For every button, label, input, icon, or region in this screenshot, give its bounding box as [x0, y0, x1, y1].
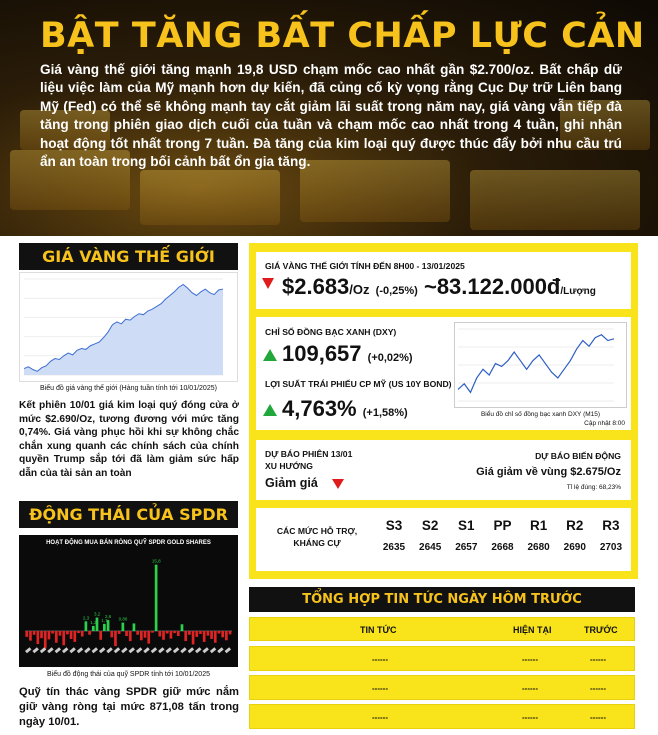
news-header-current: HIỆN TẠI	[513, 625, 552, 635]
spdr-data-label: 15,8	[151, 558, 161, 564]
world-gold-chart	[19, 272, 238, 382]
news-header-news: TIN TỨC	[360, 625, 397, 635]
spdr-bar	[99, 631, 102, 640]
levels-card	[256, 508, 631, 571]
spdr-bar	[155, 565, 158, 631]
spdr-bar	[136, 631, 139, 635]
spdr-bar	[70, 631, 73, 639]
spdr-date-tick	[180, 647, 186, 653]
spdr-bar	[29, 631, 32, 641]
spdr-date-tick	[77, 647, 83, 653]
gold-unit: /Oz	[349, 282, 370, 297]
spdr-date-tick	[202, 647, 208, 653]
spdr-bar	[48, 631, 51, 639]
news-cell: ------	[372, 713, 388, 722]
news-title: TỔNG HỢP TIN TỨC NGÀY HÔM TRƯỚC	[249, 587, 635, 612]
dxy-card	[256, 317, 631, 430]
level-name: R2	[566, 518, 584, 533]
spdr-bar	[184, 631, 187, 641]
level-value: 2690	[563, 542, 586, 553]
dxy-updated: Cập nhật 8:00	[584, 420, 625, 427]
gold-change: (-0,25%)	[375, 285, 418, 297]
spdr-bar	[92, 626, 95, 631]
level-value: 2703	[599, 542, 623, 553]
price-row	[282, 274, 596, 300]
spdr-bar	[181, 624, 184, 631]
spdr-date-tick	[92, 647, 98, 653]
dxy-chart-svg	[455, 323, 626, 407]
spdr-bar	[122, 623, 125, 631]
spdr-bar	[218, 631, 221, 634]
level-r3	[593, 516, 629, 566]
level-value: 2657	[455, 542, 478, 553]
level-name: S3	[385, 518, 403, 533]
headline: BẬT TĂNG BẤT CHẤP LỰC CẢN	[40, 16, 645, 56]
spdr-text: Quỹ tín thác vàng SPDR giữ mức nắm giữ vàng ròng tại mức 871,08 tấn trong ngày 10/01.	[19, 686, 239, 728]
spdr-bar	[151, 631, 154, 633]
price-label: GIÁ VÀNG THẾ GIỚI TÍNH ĐẾN 8H00 - 13/01/2025	[265, 261, 465, 271]
level-s1	[448, 516, 484, 566]
up-arrow-icon	[263, 349, 277, 361]
level-value: 2645	[419, 542, 442, 553]
spdr-chart-svg	[19, 549, 238, 667]
spdr-bar	[44, 631, 47, 649]
spdr-bar	[210, 631, 213, 639]
spdr-bar	[214, 631, 217, 643]
dxy-value: 109,657	[282, 341, 362, 366]
spdr-chart	[19, 535, 238, 667]
spdr-date-tick	[106, 647, 112, 653]
spdr-bar	[81, 631, 84, 636]
spdr-bar	[203, 631, 206, 642]
spdr-bar	[158, 631, 161, 636]
up-arrow-icon	[263, 404, 277, 416]
spdr-date-tick	[47, 647, 53, 653]
spdr-bar	[118, 631, 121, 634]
spdr-data-label: 0,86	[118, 616, 128, 622]
level-name: S1	[458, 518, 475, 533]
spdr-date-tick	[99, 647, 105, 653]
spdr-bar	[225, 631, 228, 640]
spdr-bar	[85, 621, 88, 631]
spdr-date-tick	[129, 647, 135, 653]
spdr-date-tick	[165, 647, 171, 653]
spdr-bar	[129, 631, 132, 641]
session-label: DỰ BÁO PHIÊN 13/01	[265, 449, 353, 459]
spdr-bar	[199, 631, 202, 634]
spdr-date-tick	[173, 647, 179, 653]
gold-price: $2.683	[282, 274, 350, 299]
spdr-chart-title: HOẠT ĐỘNG MUA BÁN RÒNG QUỸ SPDR GOLD SHARES	[46, 540, 211, 546]
level-value: 2635	[382, 542, 406, 553]
range-label: DỰ BÁO BIẾN ĐỘNG	[535, 451, 621, 461]
spdr-date-tick	[151, 647, 157, 653]
table-row	[249, 646, 635, 671]
down-arrow-icon	[332, 479, 344, 489]
level-value: 2680	[527, 542, 550, 553]
spdr-bar	[173, 631, 176, 633]
bond-change: (+1,58%)	[362, 407, 408, 419]
spdr-date-tick	[84, 647, 90, 653]
world-gold-chart-svg	[20, 273, 237, 381]
spdr-bar	[170, 631, 173, 639]
gold-vnd: ~83.122.000đ	[423, 274, 561, 299]
news-cell: ------	[522, 655, 538, 664]
spdr-date-tick	[210, 647, 216, 653]
spdr-bar	[103, 624, 106, 631]
spdr-bar	[144, 631, 147, 638]
news-cell: ------	[372, 655, 388, 664]
spdr-date-tick	[121, 647, 127, 653]
dxy-row	[282, 341, 413, 367]
spdr-bar	[147, 631, 150, 644]
spdr-bar	[55, 631, 58, 643]
dxy-chart	[454, 322, 627, 408]
world-gold-text: Kết phiên 10/01 giá kim loại quý đóng cửa ở mức $2.690/Oz, tương đương với mức tăng 0,74%. Giá vàng phục hồi khi sự không chắc chắn xung quanh các chính sách của chính quyền Trump sắp tới đã làm giảm sức hấp dẫn của tài sản an toàn	[19, 400, 239, 479]
hero-banner	[0, 0, 658, 236]
spdr-bar	[114, 631, 117, 646]
spdr-bar	[133, 623, 136, 631]
level-name: R3	[602, 518, 620, 533]
spdr-bar	[192, 631, 195, 644]
level-r1	[521, 516, 557, 566]
world-gold-caption: Biểu đồ giá vàng thế giới (Hàng tuần tính tới 10/01/2025)	[40, 385, 217, 392]
spdr-bar	[51, 631, 54, 634]
spdr-data-label: 1,2	[90, 619, 97, 625]
table-row	[249, 704, 635, 729]
spdr-data-label: 1,7	[101, 617, 108, 623]
spdr-date-tick	[195, 647, 201, 653]
spdr-data-label: 2,6	[105, 614, 112, 620]
spdr-bar	[62, 631, 65, 645]
forecast-card	[256, 440, 631, 500]
spdr-bar	[195, 631, 198, 637]
spdr-title: ĐỘNG THÁI CỦA SPDR	[19, 501, 238, 528]
spdr-bar	[59, 631, 62, 636]
dxy-caption: Biểu đồ chỉ số đồng bạc xanh DXY (M15)	[480, 411, 601, 418]
level-r2	[557, 516, 593, 566]
down-arrow-icon	[262, 278, 274, 289]
level-s2	[412, 516, 448, 566]
spdr-bar	[33, 631, 36, 635]
news-header-previous: TRƯỚC	[584, 625, 618, 635]
spdr-bar	[229, 631, 232, 634]
spdr-bar	[188, 631, 191, 635]
news-cell: ------	[590, 684, 606, 693]
bond-value: 4,763%	[282, 396, 357, 421]
bond-label: LỢI SUẤT TRÁI PHIẾU CP MỸ (US 10Y BOND)	[265, 379, 452, 389]
market-panel	[249, 243, 638, 579]
spdr-data-label: 2,3	[82, 615, 90, 621]
spdr-caption: Biểu đồ động thái của quỹ SPDR tính tới 10/01/2025	[47, 671, 210, 678]
news-cell: ------	[522, 713, 538, 722]
news-cell: ------	[590, 713, 606, 722]
spdr-bar	[110, 631, 113, 637]
level-name: R1	[529, 518, 548, 533]
price-card	[256, 252, 631, 309]
spdr-bar	[40, 631, 43, 638]
news-cell: ------	[522, 684, 538, 693]
trend-value: Giảm giá	[265, 476, 318, 490]
levels-grid	[376, 516, 629, 566]
spdr-bar	[166, 631, 169, 634]
news-cell: ------	[372, 684, 388, 693]
spdr-bar	[25, 631, 28, 637]
spdr-bar	[177, 631, 180, 636]
spdr-bar	[73, 631, 76, 642]
spdr-bar	[66, 631, 69, 634]
level-pp	[484, 516, 520, 566]
level-name: S2	[421, 518, 439, 533]
spdr-date-tick	[158, 647, 164, 653]
accuracy: Tỉ lệ đúng: 68,23%	[566, 484, 621, 491]
spdr-date-tick	[32, 647, 38, 653]
range-value: Giá giảm về vùng $2.675/Oz	[476, 466, 621, 478]
trend-label: XU HƯỚNG	[265, 461, 313, 471]
spdr-bar	[125, 631, 128, 636]
levels-label: CÁC MỨC HỖ TRỢ, KHÁNG CỰ	[276, 526, 358, 548]
dxy-label: CHỈ SỐ ĐỒNG BẠC XANH (DXY)	[265, 327, 397, 337]
spdr-date-tick	[217, 647, 223, 653]
level-value: 2668	[491, 542, 514, 553]
spdr-date-tick	[188, 647, 194, 653]
level-s3	[376, 516, 412, 566]
spdr-bar	[77, 631, 80, 633]
spdr-date-tick	[62, 647, 68, 653]
spdr-bar	[221, 631, 224, 637]
spdr-data-label: 3,2	[93, 611, 101, 617]
spdr-date-tick	[143, 647, 149, 653]
bond-row	[282, 396, 408, 422]
world-gold-title: GIÁ VÀNG THẾ GIỚI	[19, 243, 238, 270]
spdr-date-tick	[69, 647, 75, 653]
dxy-line	[458, 335, 614, 393]
spdr-date-tick	[25, 647, 31, 653]
spdr-bar	[140, 631, 143, 640]
news-cell: ------	[590, 655, 606, 664]
spdr-date-tick	[136, 647, 142, 653]
spdr-date-tick	[55, 647, 61, 653]
spdr-bar	[36, 631, 39, 644]
table-row	[249, 675, 635, 700]
news-header-row	[249, 617, 635, 641]
gold-vnd-unit: /Lượng	[560, 286, 596, 297]
spdr-date-tick	[114, 647, 120, 653]
spdr-bar	[162, 631, 165, 640]
level-name: PP	[493, 518, 512, 533]
intro-paragraph: Giá vàng thế giới tăng mạnh 19,8 USD chạm mốc cao nhất gần $2.700/oz. Bất chấp dữ liệu việc làm của Mỹ mạnh hơn dự kiến, đã củng cố kỳ vọng rằng Cục Dự trữ Liên bang Mỹ (Fed) có thể sẽ không mạnh tay cắt giảm lãi suất trong năm nay, giá vàng vẫn tiếp đà tăng trong phiên giao dịch cuối của tuần và chạm mốc cao nhất trong 4 tuần, ghi nhận hoạt động tốt nhất trong 7 tuần. Đà tăng của kim loại quý được thúc đẩy bởi nhu cầu trú ẩn an toàn trong bối cảnh bất ổn gia tăng.	[40, 62, 622, 170]
spdr-date-tick	[225, 647, 231, 653]
dxy-change: (+0,02%)	[367, 352, 413, 364]
spdr-bar	[207, 631, 210, 636]
spdr-bar	[88, 631, 91, 635]
